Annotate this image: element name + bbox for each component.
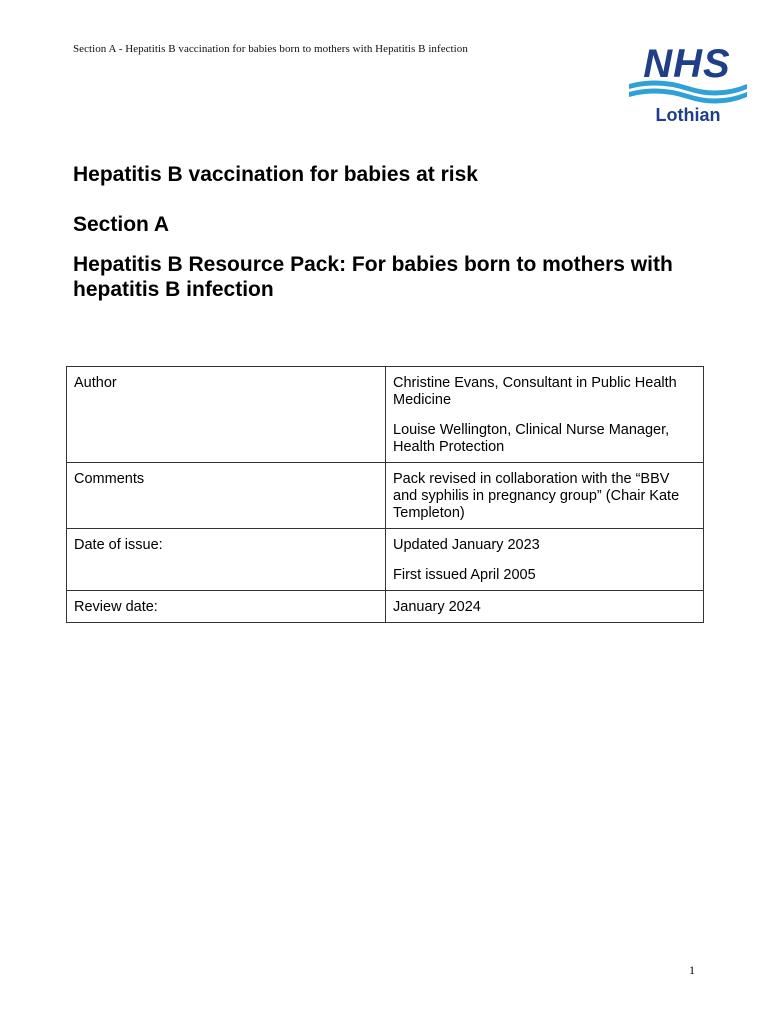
issue-date-entry: First issued April 2005 — [393, 567, 536, 583]
row-value — [386, 529, 704, 591]
row-label: Review date: — [67, 591, 386, 623]
review-date-entry: January 2024 — [393, 599, 481, 615]
document-subtitle: Hepatitis B Resource Pack: For babies born to mothers with hepatitis B infection — [73, 253, 673, 301]
page-number: 1 — [689, 963, 695, 977]
document-details-table — [66, 366, 704, 623]
row-value — [386, 463, 704, 529]
table-row — [67, 367, 704, 463]
row-value — [386, 367, 704, 463]
document-title: Hepatitis B vaccination for babies at risk — [73, 163, 478, 186]
row-value — [386, 591, 704, 623]
table-row — [67, 591, 704, 623]
issue-date-entry: Updated January 2023 — [393, 537, 540, 553]
author-entry: Louise Wellington, Clinical Nurse Manager, Health Protection — [393, 422, 670, 455]
row-label: Comments — [67, 463, 386, 529]
row-label: Author — [67, 367, 386, 463]
wave-icon — [627, 78, 749, 106]
author-entry: Christine Evans, Consultant in Public Health Medicine — [393, 375, 677, 408]
comments-entry: Pack revised in collaboration with the “BBV and syphilis in pregnancy group” (Chair Kate Templeton) — [393, 471, 680, 521]
nhs-lothian-logo — [627, 44, 749, 128]
section-heading: Section A — [73, 213, 170, 236]
table-row — [67, 463, 704, 529]
nhs-logo-text: NHS — [643, 42, 731, 86]
logo-organisation: Lothian — [655, 105, 721, 125]
running-header: Section A - Hepatitis B vaccination for babies born to mothers with Hepatitis B infection — [73, 43, 468, 55]
table-row — [67, 529, 704, 591]
row-label: Date of issue: — [67, 529, 386, 591]
